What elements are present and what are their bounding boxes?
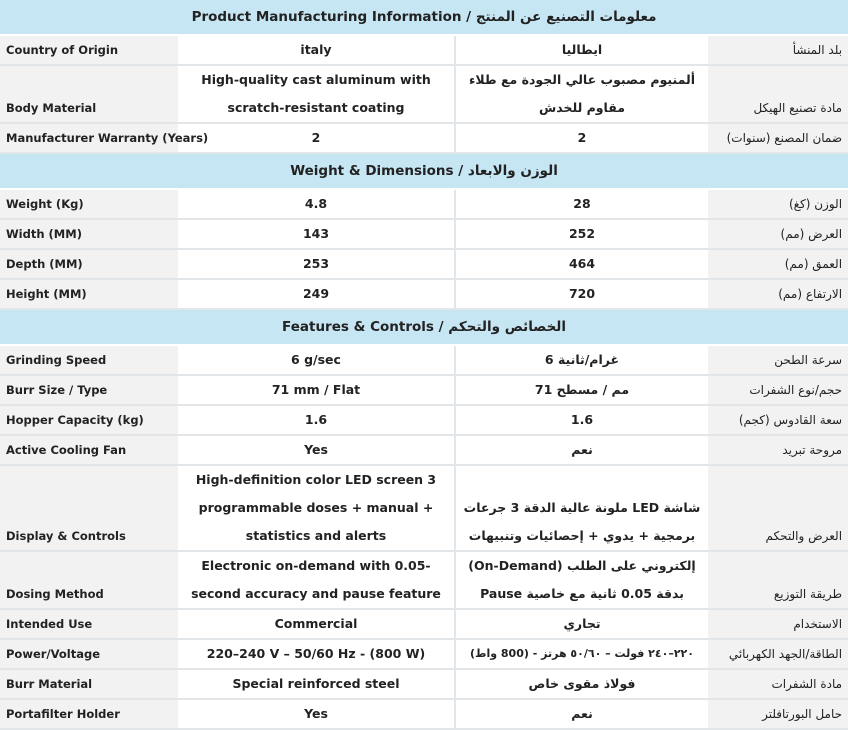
label-ar: العمق (مم): [708, 249, 848, 279]
section-header: [0, 0, 848, 35]
label-en: Display & Controls: [0, 465, 178, 551]
label-en: Depth (MM): [0, 249, 178, 279]
value-en: Special reinforced steel: [178, 669, 455, 699]
label-ar: سعة القادوس (كجم): [708, 405, 848, 435]
label-ar: بلد المنشأ: [708, 35, 848, 65]
value-ar: 1.6: [455, 405, 708, 435]
label-ar: حجم/نوع الشفرات: [708, 375, 848, 405]
label-en: Hopper Capacity (kg): [0, 405, 178, 435]
value-en: 2: [178, 123, 455, 153]
value-ar: إلكتروني على الطلب (On-Demand) بدقة 0.05 ثانية مع خاصية Pause: [455, 551, 708, 609]
label-ar: العرض (مم): [708, 219, 848, 249]
value-en: italy: [178, 35, 455, 65]
table-row: [0, 609, 848, 639]
table-row: [0, 35, 848, 65]
label-ar: مادة تصنيع الهيكل: [708, 65, 848, 123]
section-title: Product Manufacturing Information / معلومات التصنيع عن المنتج: [0, 0, 848, 35]
section-title: Features & Controls / الخصائص والتحكم: [0, 309, 848, 345]
section-header: [0, 153, 848, 189]
label-en: Burr Material: [0, 669, 178, 699]
table-row: [0, 435, 848, 465]
label-ar: طريقة التوزيع: [708, 551, 848, 609]
label-ar: الوزن (كغ): [708, 189, 848, 219]
value-ar: مم / مسطح 71: [455, 375, 708, 405]
label-ar: سرعة الطحن: [708, 345, 848, 375]
value-en: 6 g/sec: [178, 345, 455, 375]
table-row: [0, 405, 848, 435]
label-en: Power/Voltage: [0, 639, 178, 669]
value-en: 1.6: [178, 405, 455, 435]
label-ar: الطاقة/الجهد الكهربائي: [708, 639, 848, 669]
label-en: Intended Use: [0, 609, 178, 639]
value-en: Electronic on-demand with 0.05-second accuracy and pause feature: [178, 551, 455, 609]
label-en: Portafilter Holder: [0, 699, 178, 729]
table-row: [0, 219, 848, 249]
label-en: Manufacturer Warranty (Years): [0, 123, 178, 153]
value-en: 253: [178, 249, 455, 279]
table-row: [0, 639, 848, 669]
value-ar: 28: [455, 189, 708, 219]
table-row: [0, 551, 848, 609]
label-en: Body Material: [0, 65, 178, 123]
table-row: [0, 669, 848, 699]
value-ar: غرام/ثانية 6: [455, 345, 708, 375]
table-row: [0, 345, 848, 375]
table-row: [0, 249, 848, 279]
value-ar: نعم: [455, 435, 708, 465]
value-ar: ٢٢٠–٢٤٠ فولت – ٥٠/٦٠ هرتز - (800 واط): [455, 639, 708, 669]
value-ar: ألمنيوم مصبوب عالي الجودة مع طلاء مقاوم للخدش: [455, 65, 708, 123]
value-ar: شاشة LED ملونة عالية الدقة 3 جرعات برمجية + يدوي + إحصائيات وتنبيهات: [455, 465, 708, 551]
section-header: [0, 309, 848, 345]
value-ar: تجاري: [455, 609, 708, 639]
value-en: 71 mm / Flat: [178, 375, 455, 405]
label-ar: العرض والتحكم: [708, 465, 848, 551]
value-en: 220–240 V – 50/60 Hz - (800 W): [178, 639, 455, 669]
value-en: 4.8: [178, 189, 455, 219]
label-ar: مادة الشفرات: [708, 669, 848, 699]
label-en: Active Cooling Fan: [0, 435, 178, 465]
value-en: High-definition color LED screen 3 programmable doses + manual + statistics and alerts: [178, 465, 455, 551]
table-row: [0, 375, 848, 405]
table-row: [0, 465, 848, 551]
label-ar: مروحة تبريد: [708, 435, 848, 465]
value-ar: نعم: [455, 699, 708, 729]
label-en: Country of Origin: [0, 35, 178, 65]
value-en: Yes: [178, 699, 455, 729]
value-ar: ايطاليا: [455, 35, 708, 65]
table-row: [0, 189, 848, 219]
value-en: Yes: [178, 435, 455, 465]
table-row: [0, 279, 848, 309]
label-en: Width (MM): [0, 219, 178, 249]
label-ar: الارتفاع (مم): [708, 279, 848, 309]
value-en: 143: [178, 219, 455, 249]
table-row: [0, 699, 848, 729]
section-title: Weight & Dimensions / الوزن والابعاد: [0, 153, 848, 189]
value-ar: فولاذ مقوى خاص: [455, 669, 708, 699]
label-ar: حامل البورتافلتر: [708, 699, 848, 729]
table-row: [0, 123, 848, 153]
value-en: 249: [178, 279, 455, 309]
value-ar: 2: [455, 123, 708, 153]
value-en: High-quality cast aluminum with scratch-resistant coating: [178, 65, 455, 123]
table-row: [0, 65, 848, 123]
label-en: Height (MM): [0, 279, 178, 309]
value-en: Commercial: [178, 609, 455, 639]
label-en: Burr Size / Type: [0, 375, 178, 405]
value-ar: 464: [455, 249, 708, 279]
label-ar: الاستخدام: [708, 609, 848, 639]
value-ar: 720: [455, 279, 708, 309]
label-en: Weight (Kg): [0, 189, 178, 219]
label-en: Grinding Speed: [0, 345, 178, 375]
label-ar: ضمان المصنع (سنوات): [708, 123, 848, 153]
label-en: Dosing Method: [0, 551, 178, 609]
value-ar: 252: [455, 219, 708, 249]
